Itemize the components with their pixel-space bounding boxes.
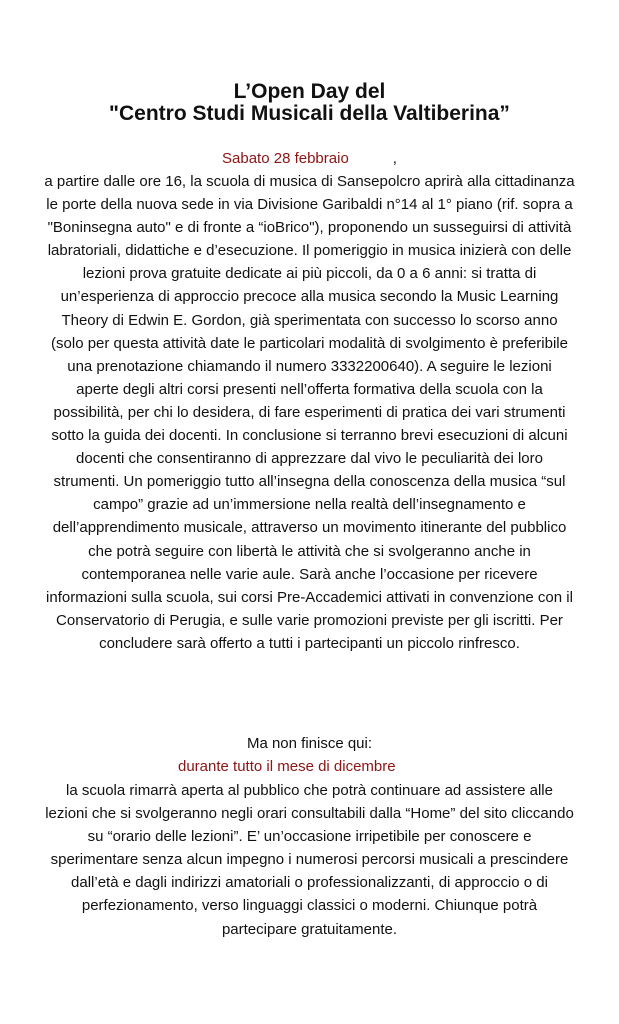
event-description-paragraph: a partire dalle ore 16, la scuola di musica di Sansepolcro aprirà alla cittadinanza le porte della nuova sede in via Divisione Garibaldi n°14 al 1° piano (rif. sopra a "Boninsegna auto" e di fronte a “ioBrico"), proponendo un susseguirsi di attività labratoriali, didattiche e d’esecuzione. Il pomeriggio in musica inizierà con delle lezioni prova gratuite dedicate ai più piccoli, da 0 a 6 anni: si tratta di un’esperienza di approccio precoce alla musica secondo la Music Learning Theory di Edwin E. Gordon, già sperimentata con successo lo scorso anno (solo per questa attività date le particolari modalità di svolgimento è preferibile una prenotazione chiamando il numero 3332200640). A seguire le lezioni aperte degli altri corsi presenti nell’offerta formativa della scuola con la possibilità, per chi lo desidera, di fare esperimenti di pratica dei vari strumenti sotto la guida dei docenti. In conclusione si terranno brevi esecuzioni di alcuni docenti che consentiranno di apprezzare dal vivo le peculiarità dei loro strumenti. Un pomeriggio tutto all’insegna della conoscenza della musica “sul campo” grazie ad un’immersione nella realtà dell’insegnamento e dell’apprendimento musicale, attraverso un movimento itinerante del pubblico che potrà seguire con libertà le attività che si svolgeranno anche in contemporanea nelle varie aule. Sarà anche l’occasione per ricevere informazioni sulla scuola, sui corsi Pre-Accademici attivati in convenzione con il Conservatorio di Perugia, e sulle varie promozioni previste per gli iscritti. Per concludere sarà offerto a tutti i partecipanti un piccolo rinfresco.	[44, 173, 575, 652]
title-line-2: "Centro Studi Musicali della Valtiberina”	[109, 102, 510, 125]
continuation-heading: Ma non finisce qui:	[246, 735, 373, 752]
event-date-line	[0, 149, 619, 169]
article-title	[0, 81, 619, 125]
date-comma: ,	[392, 150, 397, 167]
month-highlight: durante tutto il mese di dicembre	[178, 758, 396, 775]
event-date: Sabato 28 febbraio	[222, 150, 349, 167]
month-description-paragraph: la scuola rimarrà aperta al pubblico che potrà continuare ad assistere alle lezioni che si svolgeranno negli orari consultabili dalla “Home” del sito cliccando su “orario delle lezioni”. E’ un’occasione irripetibile per conoscere e sperimentare senza alcun impegno i numerosi percorsi musicali a prescindere dall’età e dagli indirizzi amatoriali o professionalizzanti, di approccio o di perfezionamento, verso linguaggi classici o moderni. Chiunque potrà partecipare gratuitamente.	[45, 782, 574, 938]
title-line-1: L’Open Day del	[233, 80, 386, 103]
